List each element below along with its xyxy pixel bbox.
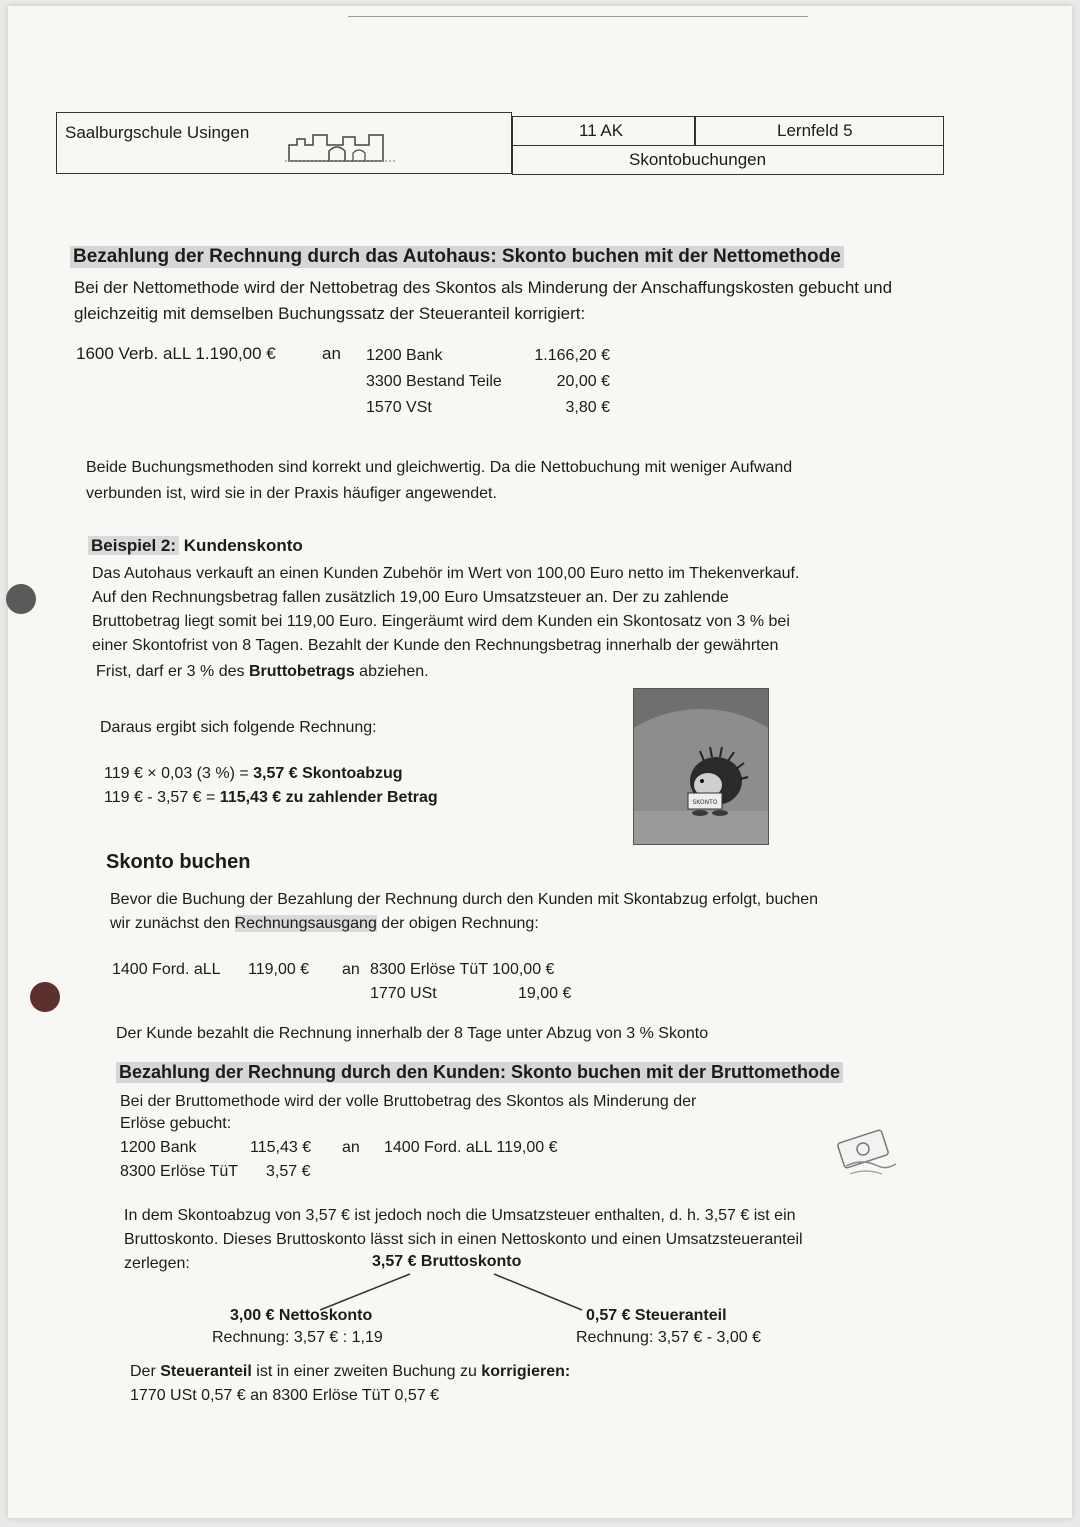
punch-hole-top <box>6 584 36 614</box>
netto-booking-debit: 1600 Verb. aLL 1.190,00 € <box>76 344 276 363</box>
split-right-calc: Rechnung: 3,57 € - 3,00 € <box>576 1329 762 1346</box>
netto-credit-amount-3: 3,80 € <box>565 399 610 416</box>
cartoon-sign-text: SKONTO <box>692 799 718 806</box>
example-line-3: Bruttobetrag liegt somit bei 119,00 Euro. Eingeräumt wird dem Kunden ein Skontosatz von 3 % bei <box>92 613 790 630</box>
hedgehog-icon <box>634 689 768 844</box>
castle-logo-icon <box>283 127 403 167</box>
brutto-an: an <box>342 1139 360 1156</box>
header-topic-box <box>512 145 944 175</box>
skonto-buchen-text-2: wir zunächst den Rechnungsausgang der obigen Rechnung: <box>110 915 539 932</box>
document-page <box>8 6 1072 1518</box>
brutto-row1-account: 1200 Bank <box>120 1139 197 1156</box>
netto-credit-account-3: 1570 VSt <box>366 399 432 416</box>
hedgehog-cartoon-image <box>633 688 769 845</box>
payment-note: Der Kunde bezahlt die Rechnung innerhalb der 8 Tage unter Abzug von 3 % Skonto <box>116 1025 709 1042</box>
final-sentence: Der Steueranteil ist in einer zweiten Buchung zu korrigieren: <box>130 1363 571 1380</box>
brutto-credit: 1400 Ford. aLL 119,00 € <box>384 1139 558 1156</box>
brutto-row1-amount: 115,43 € <box>250 1139 312 1156</box>
example-label: Beispiel 2: <box>88 536 179 555</box>
skonto-buchen-title: Skonto buchen <box>106 851 251 873</box>
class-label: 11 AK <box>579 121 624 140</box>
brutto-row2-account: 8300 Erlöse TüT <box>120 1163 238 1180</box>
money-icon <box>826 1124 906 1184</box>
calc-line-2: 119 € - 3,57 € = 115,43 € zu zahlender Betrag <box>104 789 438 806</box>
netto-conclusion-2: verbunden ist, wird sie in der Praxis häufiger angewendet. <box>86 485 497 502</box>
school-name: Saalburgschule Usingen <box>65 123 250 142</box>
netto-section-title: Bezahlung der Rechnung durch das Autohaus: Skonto buchen mit der Nettomethode <box>70 246 844 268</box>
header-field-box <box>694 116 944 146</box>
split-right-title: 0,57 € Steueranteil <box>586 1307 727 1324</box>
ausgang-credit-1: 8300 Erlöse TüT 100,00 € <box>370 961 555 978</box>
netto-credit-account-1: 1200 Bank <box>366 347 443 364</box>
ausgang-debit-account: 1400 Ford. aLL <box>112 961 221 978</box>
netto-credit-amount-1: 1.166,20 € <box>534 347 610 364</box>
netto-credit-account-2: 3300 Bestand Teile <box>366 373 502 390</box>
field-label: Lernfeld 5 <box>777 121 853 140</box>
netto-intro-2: gleichzeitig mit demselben Buchungssatz der Steueranteil korrigiert: <box>74 304 586 323</box>
netto-intro-1: Bei der Nettomethode wird der Nettobetrag des Skontos als Minderung der Anschaffungskosten gebucht und <box>74 278 893 297</box>
example-line-4: einer Skontofrist von 8 Tagen. Bezahlt der Kunde den Rechnungsbetrag innerhalb der gewährten <box>92 637 779 654</box>
header-school-box <box>56 112 512 174</box>
brutto-row2-amount: 3,57 € <box>266 1163 311 1180</box>
ausgang-an: an <box>342 961 360 978</box>
split-top-label: 3,57 € Bruttoskonto <box>372 1253 522 1270</box>
ausgang-debit-amount: 119,00 € <box>248 961 310 978</box>
netto-booking-an: an <box>322 344 341 363</box>
brutto-explain-2: Bruttoskonto. Dieses Bruttoskonto lässt sich in einen Nettoskonto und einen Umsatzsteueranteil <box>124 1231 803 1248</box>
ausgang-credit-2-account: 1770 USt <box>370 985 437 1002</box>
punch-hole-bottom <box>30 982 60 1012</box>
topic-label: Skontobuchungen <box>629 150 767 169</box>
example-heading <box>88 534 303 558</box>
brutto-intro-2: Erlöse gebucht: <box>120 1115 232 1132</box>
netto-credit-amount-2: 20,00 € <box>556 373 610 390</box>
brutto-explain-1: In dem Skontoabzug von 3,57 € ist jedoch noch die Umsatzsteuer enthalten, d. h. 3,57 € ist ein <box>124 1207 796 1224</box>
example-line-1: Das Autohaus verkauft an einen Kunden Zubehör im Wert von 100,00 Euro netto im Thekenverkauf. <box>92 565 800 582</box>
split-left-title: 3,00 € Nettoskonto <box>230 1307 373 1324</box>
example-line-2: Auf den Rechnungsbetrag fallen zusätzlich 19,00 Euro Umsatzsteuer an. Der zu zahlende <box>92 589 729 606</box>
example-line-5: Frist, darf er 3 % des Bruttobetrags abziehen. <box>96 663 429 680</box>
calc-line-1: 119 € × 0,03 (3 %) = 3,57 € Skontoabzug <box>104 765 403 782</box>
example-title: Kundenskonto <box>183 536 303 555</box>
top-rule <box>348 16 808 17</box>
brutto-section-title: Bezahlung der Rechnung durch den Kunden: Skonto buchen mit der Bruttomethode <box>116 1062 843 1083</box>
netto-conclusion-1: Beide Buchungsmethoden sind korrekt und gleichwertig. Da die Nettobuchung mit weniger Aufwand <box>86 459 793 476</box>
brutto-explain-3: zerlegen: <box>124 1255 190 1272</box>
brutto-intro-1: Bei der Bruttomethode wird der volle Bruttobetrag des Skontos als Minderung der <box>120 1093 697 1110</box>
calc-intro: Daraus ergibt sich folgende Rechnung: <box>100 719 377 736</box>
split-left-calc: Rechnung: 3,57 € : 1,19 <box>212 1329 383 1346</box>
skonto-buchen-text-1: Bevor die Buchung der Bezahlung der Rechnung durch den Kunden mit Skontabzug erfolgt, buchen <box>110 891 819 908</box>
header-class-box <box>512 116 696 146</box>
ausgang-credit-2-amount: 19,00 € <box>518 985 572 1002</box>
final-booking: 1770 USt 0,57 € an 8300 Erlöse TüT 0,57 € <box>130 1387 439 1404</box>
